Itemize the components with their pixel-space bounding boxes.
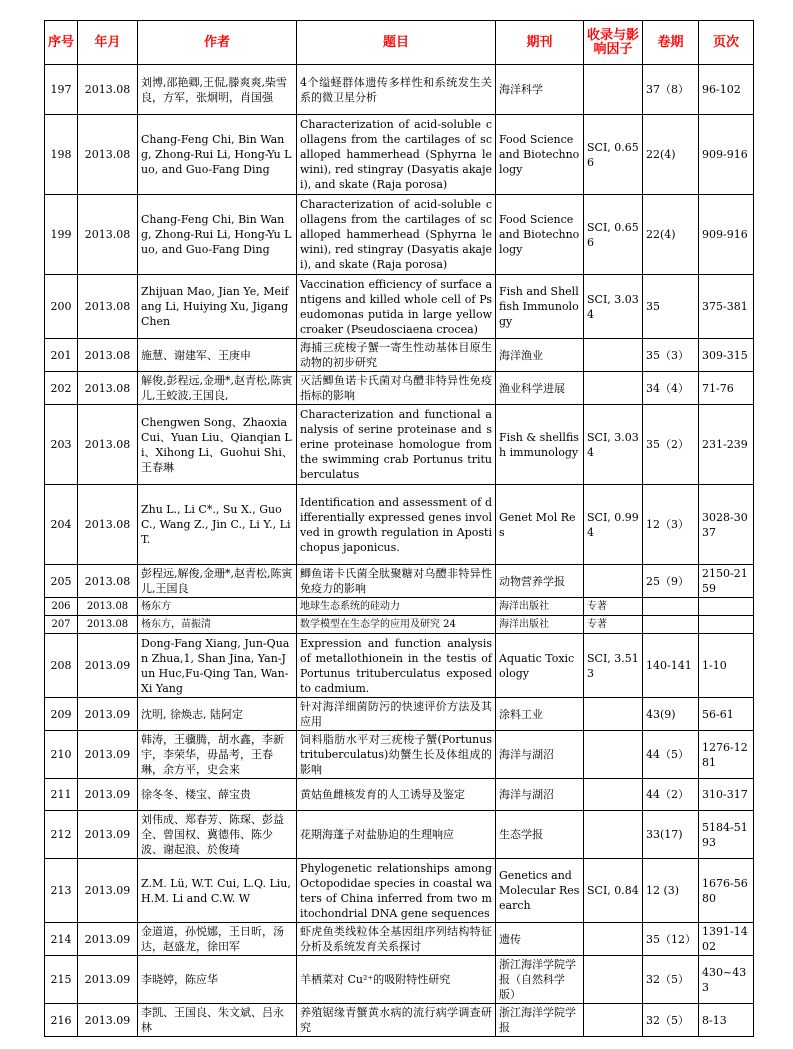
row-date: 2013.09 <box>78 634 138 698</box>
row-date: 2013.09 <box>78 731 138 779</box>
row-pages: 8-13 <box>699 1004 754 1037</box>
row-number: 204 <box>45 485 78 565</box>
row-index <box>584 698 643 731</box>
row-journal: Genet Mol Res <box>496 485 584 565</box>
row-date: 2013.08 <box>78 339 138 372</box>
row-title: 海捕三疣梭子蟹一寄生性动基体目原生动物的初步研究 <box>297 339 496 372</box>
row-title: 养殖锯缘青蟹黄水病的流行病学调查研究 <box>297 1004 496 1037</box>
row-pages: 2150-2159 <box>699 565 754 598</box>
row-journal: 涂料工业 <box>496 698 584 731</box>
row-pages <box>699 598 754 616</box>
row-pages: 909-916 <box>699 195 754 275</box>
row-volume: 22(4) <box>643 115 699 195</box>
table-row <box>45 698 754 731</box>
row-index <box>584 565 643 598</box>
row-title: 地球生态系统的硅动力 <box>297 598 496 616</box>
row-number: 206 <box>45 598 78 616</box>
row-index: 专著 <box>584 616 643 634</box>
row-pages: 1-10 <box>699 634 754 698</box>
table-row <box>45 275 754 339</box>
row-authors: Zhijuan Mao, Jian Ye, Meifang Li, Huiying Xu, Jigang Chen <box>138 275 297 339</box>
row-volume: 32（5） <box>643 956 699 1004</box>
row-authors: 刘博,邵艳卿,王侃,滕爽爽,柴雪良，方军，张炯明，肖国强 <box>138 65 297 115</box>
row-index <box>584 1004 643 1037</box>
table-row <box>45 339 754 372</box>
row-journal: 动物营养学报 <box>496 565 584 598</box>
row-title: 黄姑鱼雌核发育的人工诱导及鉴定 <box>297 779 496 811</box>
table-row <box>45 598 754 616</box>
row-authors: 金道道，孙悦娜，王日昕，汤达，赵盛龙，徐田军 <box>138 923 297 956</box>
row-date: 2013.09 <box>78 811 138 859</box>
row-index: SCI, 3.034 <box>584 275 643 339</box>
row-index: SCI, 0.84 <box>584 859 643 923</box>
row-volume: 35（2） <box>643 405 699 485</box>
row-authors: Dong-Fang Xiang, Jun-Quan Zhua,1, Shan Jina, Yan-Jun Huc,Fu-Qing Tan, Wan-Xi Yang <box>138 634 297 698</box>
row-index <box>584 731 643 779</box>
row-number: 215 <box>45 956 78 1004</box>
row-title: 羊栖菜对 Cu²⁺的吸附特性研究 <box>297 956 496 1004</box>
row-date: 2013.08 <box>78 598 138 616</box>
row-journal: 渔业科学进展 <box>496 372 584 405</box>
row-authors: 刘伟成、郑春芳、陈琛、彭益全、曾国权、冀德伟、陈少波、谢起浪、於俊琦 <box>138 811 297 859</box>
row-volume: 43(9) <box>643 698 699 731</box>
row-date: 2013.08 <box>78 275 138 339</box>
header-volume: 卷期 <box>643 21 699 65</box>
row-date: 2013.09 <box>78 779 138 811</box>
table-row <box>45 923 754 956</box>
header-date: 年月 <box>78 21 138 65</box>
row-date: 2013.08 <box>78 65 138 115</box>
row-journal: Fish & shellfish immunology <box>496 405 584 485</box>
row-date: 2013.08 <box>78 195 138 275</box>
table-row <box>45 65 754 115</box>
row-volume: 12（3） <box>643 485 699 565</box>
row-authors: 解俊,彭程远,金珊*,赵青松,陈寅儿,王蛟波,王国良, <box>138 372 297 405</box>
publication-table <box>44 20 754 1037</box>
row-number: 205 <box>45 565 78 598</box>
row-number: 203 <box>45 405 78 485</box>
table-row <box>45 859 754 923</box>
row-title: 4个缢蛏群体遗传多样性和系统发生关系的微卫星分析 <box>297 65 496 115</box>
table-row <box>45 779 754 811</box>
row-number: 207 <box>45 616 78 634</box>
row-volume: 44（5） <box>643 731 699 779</box>
row-number: 216 <box>45 1004 78 1037</box>
row-authors: 沈明, 徐焕志, 陆阿定 <box>138 698 297 731</box>
row-pages: 5184-5193 <box>699 811 754 859</box>
row-volume: 34（4） <box>643 372 699 405</box>
row-journal: 浙江海洋学院学报 <box>496 1004 584 1037</box>
row-volume: 44（2） <box>643 779 699 811</box>
row-authors: Chang-Feng Chi, Bin Wang, Zhong-Rui Li, Hong-Yu Luo, and Guo-Fang Ding <box>138 195 297 275</box>
row-pages: 309-315 <box>699 339 754 372</box>
row-index <box>584 372 643 405</box>
row-number: 210 <box>45 731 78 779</box>
row-date: 2013.09 <box>78 923 138 956</box>
row-index <box>584 339 643 372</box>
row-journal: 海洋与湖沼 <box>496 779 584 811</box>
row-date: 2013.08 <box>78 372 138 405</box>
row-index <box>584 811 643 859</box>
row-pages: 1676-5680 <box>699 859 754 923</box>
row-journal: 生态学报 <box>496 811 584 859</box>
row-journal: 海洋渔业 <box>496 339 584 372</box>
header-row <box>45 21 754 65</box>
row-journal: 海洋出版社 <box>496 598 584 616</box>
row-number: 212 <box>45 811 78 859</box>
row-pages: 3028-3037 <box>699 485 754 565</box>
row-title: 鲫鱼诺卡氏菌全肽聚糖对乌醴非特异性免疫力的影响 <box>297 565 496 598</box>
table-row <box>45 1004 754 1037</box>
row-title: Vaccination efficiency of surface antigens and killed whole cell of Pseudomonas putida in large yellow croaker (Pseudosciaena crocea) <box>297 275 496 339</box>
row-journal: 遗传 <box>496 923 584 956</box>
row-number: 200 <box>45 275 78 339</box>
row-authors: Chengwen Song、Zhaoxia Cui、Yuan Liu、Qianqian Li、Xihong Li、Guohui Shi、王春琳 <box>138 405 297 485</box>
row-title: 针对海洋细菌防污的快速评价方法及其应用 <box>297 698 496 731</box>
row-title: Expression and function analysis of metallothionein in the testis of Portunus trituberculatus exposed to cadmium. <box>297 634 496 698</box>
header-title: 题目 <box>297 21 496 65</box>
table-row <box>45 405 754 485</box>
row-index <box>584 923 643 956</box>
row-number: 211 <box>45 779 78 811</box>
header-no: 序号 <box>45 21 78 65</box>
row-journal: 海洋与湖沼 <box>496 731 584 779</box>
row-number: 202 <box>45 372 78 405</box>
table-row <box>45 956 754 1004</box>
row-title: Characterization of acid-soluble collagens from the cartilages of scalloped hammerhead (Sphyrna lewini), red stingray (Dasyatis akajei), and skate (Raja porosa) <box>297 195 496 275</box>
row-authors: 李晓婷，陈应华 <box>138 956 297 1004</box>
row-title: Phylogenetic relationships among Octopodidae species in coastal waters of China inferred from two mitochondrial DNA gene sequences <box>297 859 496 923</box>
row-index: 专著 <box>584 598 643 616</box>
row-pages: 1276-1281 <box>699 731 754 779</box>
row-volume <box>643 598 699 616</box>
table-row <box>45 811 754 859</box>
row-volume: 37（8） <box>643 65 699 115</box>
table-row <box>45 115 754 195</box>
row-authors: Z.M. Lü, W.T. Cui, L.Q. Liu, H.M. Li and C.W. W <box>138 859 297 923</box>
row-volume: 25（9） <box>643 565 699 598</box>
row-authors: Chang-Feng Chi, Bin Wang, Zhong-Rui Li, Hong-Yu Luo, and Guo-Fang Ding <box>138 115 297 195</box>
header-authors: 作者 <box>138 21 297 65</box>
row-volume: 32（5） <box>643 1004 699 1037</box>
row-index <box>584 779 643 811</box>
row-index: SCI, 0.656 <box>584 115 643 195</box>
row-title: Identification and assessment of differentially expressed genes involved in growth regulation in Apostichopus japonicus. <box>297 485 496 565</box>
row-date: 2013.09 <box>78 698 138 731</box>
row-number: 208 <box>45 634 78 698</box>
row-authors: 李凯、王国良、朱文斌、吕永林 <box>138 1004 297 1037</box>
row-index: SCI, 0.656 <box>584 195 643 275</box>
row-index <box>584 65 643 115</box>
row-pages: 1391-1402 <box>699 923 754 956</box>
row-title: 饲料脂肪水平对三疣梭子蟹(Portunus trituberculatus)幼蟹生长及体组成的影响 <box>297 731 496 779</box>
header-journal: 期刊 <box>496 21 584 65</box>
row-number: 201 <box>45 339 78 372</box>
row-pages: 310-317 <box>699 779 754 811</box>
row-number: 197 <box>45 65 78 115</box>
row-index: SCI, 0.994 <box>584 485 643 565</box>
row-pages: 231-239 <box>699 405 754 485</box>
row-date: 2013.08 <box>78 565 138 598</box>
row-number: 199 <box>45 195 78 275</box>
row-number: 213 <box>45 859 78 923</box>
row-volume: 22(4) <box>643 195 699 275</box>
row-authors: 杨东方，苗振清 <box>138 616 297 634</box>
row-journal: Genetics and Molecular Research <box>496 859 584 923</box>
row-title: 灭活鲫鱼诺卡氏菌对乌醴非特异性免疫指标的影响 <box>297 372 496 405</box>
row-pages: 909-916 <box>699 115 754 195</box>
row-authors: 杨东方 <box>138 598 297 616</box>
row-title: 数学模型在生态学的应用及研究 24 <box>297 616 496 634</box>
row-number: 214 <box>45 923 78 956</box>
row-title: 花期海蓬子对盐胁迫的生理响应 <box>297 811 496 859</box>
table-row <box>45 634 754 698</box>
row-number: 209 <box>45 698 78 731</box>
row-pages: 96-102 <box>699 65 754 115</box>
row-volume: 35（12） <box>643 923 699 956</box>
table-row <box>45 485 754 565</box>
row-authors: 施慧、谢建军、王庚申 <box>138 339 297 372</box>
row-pages: 71-76 <box>699 372 754 405</box>
row-title: 虾虎鱼类线粒体全基因组序列结构特征分析及系统发育关系探讨 <box>297 923 496 956</box>
row-number: 198 <box>45 115 78 195</box>
row-volume: 35（3） <box>643 339 699 372</box>
row-journal: 海洋出版社 <box>496 616 584 634</box>
row-pages: 430~433 <box>699 956 754 1004</box>
row-authors: 徐冬冬、楼宝、薛宝贵 <box>138 779 297 811</box>
row-date: 2013.08 <box>78 115 138 195</box>
row-date: 2013.09 <box>78 859 138 923</box>
table-row <box>45 195 754 275</box>
row-date: 2013.08 <box>78 616 138 634</box>
row-index <box>584 956 643 1004</box>
header-pages: 页次 <box>699 21 754 65</box>
row-volume <box>643 616 699 634</box>
table-row <box>45 372 754 405</box>
table-row <box>45 565 754 598</box>
row-date: 2013.08 <box>78 485 138 565</box>
row-journal: Food Science and Biotechnology <box>496 115 584 195</box>
row-pages: 56-61 <box>699 698 754 731</box>
row-journal: Aquatic Toxicology <box>496 634 584 698</box>
row-volume: 140-141 <box>643 634 699 698</box>
row-date: 2013.09 <box>78 956 138 1004</box>
row-volume: 35 <box>643 275 699 339</box>
row-index: SCI, 3.034 <box>584 405 643 485</box>
row-pages: 375-381 <box>699 275 754 339</box>
row-authors: Zhu L., Li C*., Su X., Guo C., Wang Z., Jin C., Li Y., Li T. <box>138 485 297 565</box>
row-authors: 韩涛，王骥腾，胡水鑫，李新宇，李荣华，毋晶考，王春琳，余方平，史会来 <box>138 731 297 779</box>
row-title: Characterization and functional analysis of serine proteinase and serine proteinase homologue from the swimming crab Portunus trituberculatus <box>297 405 496 485</box>
table-row <box>45 731 754 779</box>
table-row <box>45 616 754 634</box>
header-index: 收录与影响因子 <box>584 21 643 65</box>
row-journal: 浙江海洋学院学报（自然科学版） <box>496 956 584 1004</box>
row-date: 2013.08 <box>78 405 138 485</box>
row-journal: Fish and Shellfish Immunology <box>496 275 584 339</box>
row-journal: 海洋科学 <box>496 65 584 115</box>
row-index: SCI, 3.513 <box>584 634 643 698</box>
row-volume: 12 (3) <box>643 859 699 923</box>
row-volume: 33(17) <box>643 811 699 859</box>
row-pages <box>699 616 754 634</box>
row-title: Characterization of acid-soluble collagens from the cartilages of scalloped hammerhead (Sphyrna lewini), red stingray (Dasyatis akajei), and skate (Raja porosa) <box>297 115 496 195</box>
row-date: 2013.09 <box>78 1004 138 1037</box>
row-authors: 彭程远,解俊,金珊*,赵青松,陈寅儿,王国良 <box>138 565 297 598</box>
row-journal: Food Science and Biotechnology <box>496 195 584 275</box>
